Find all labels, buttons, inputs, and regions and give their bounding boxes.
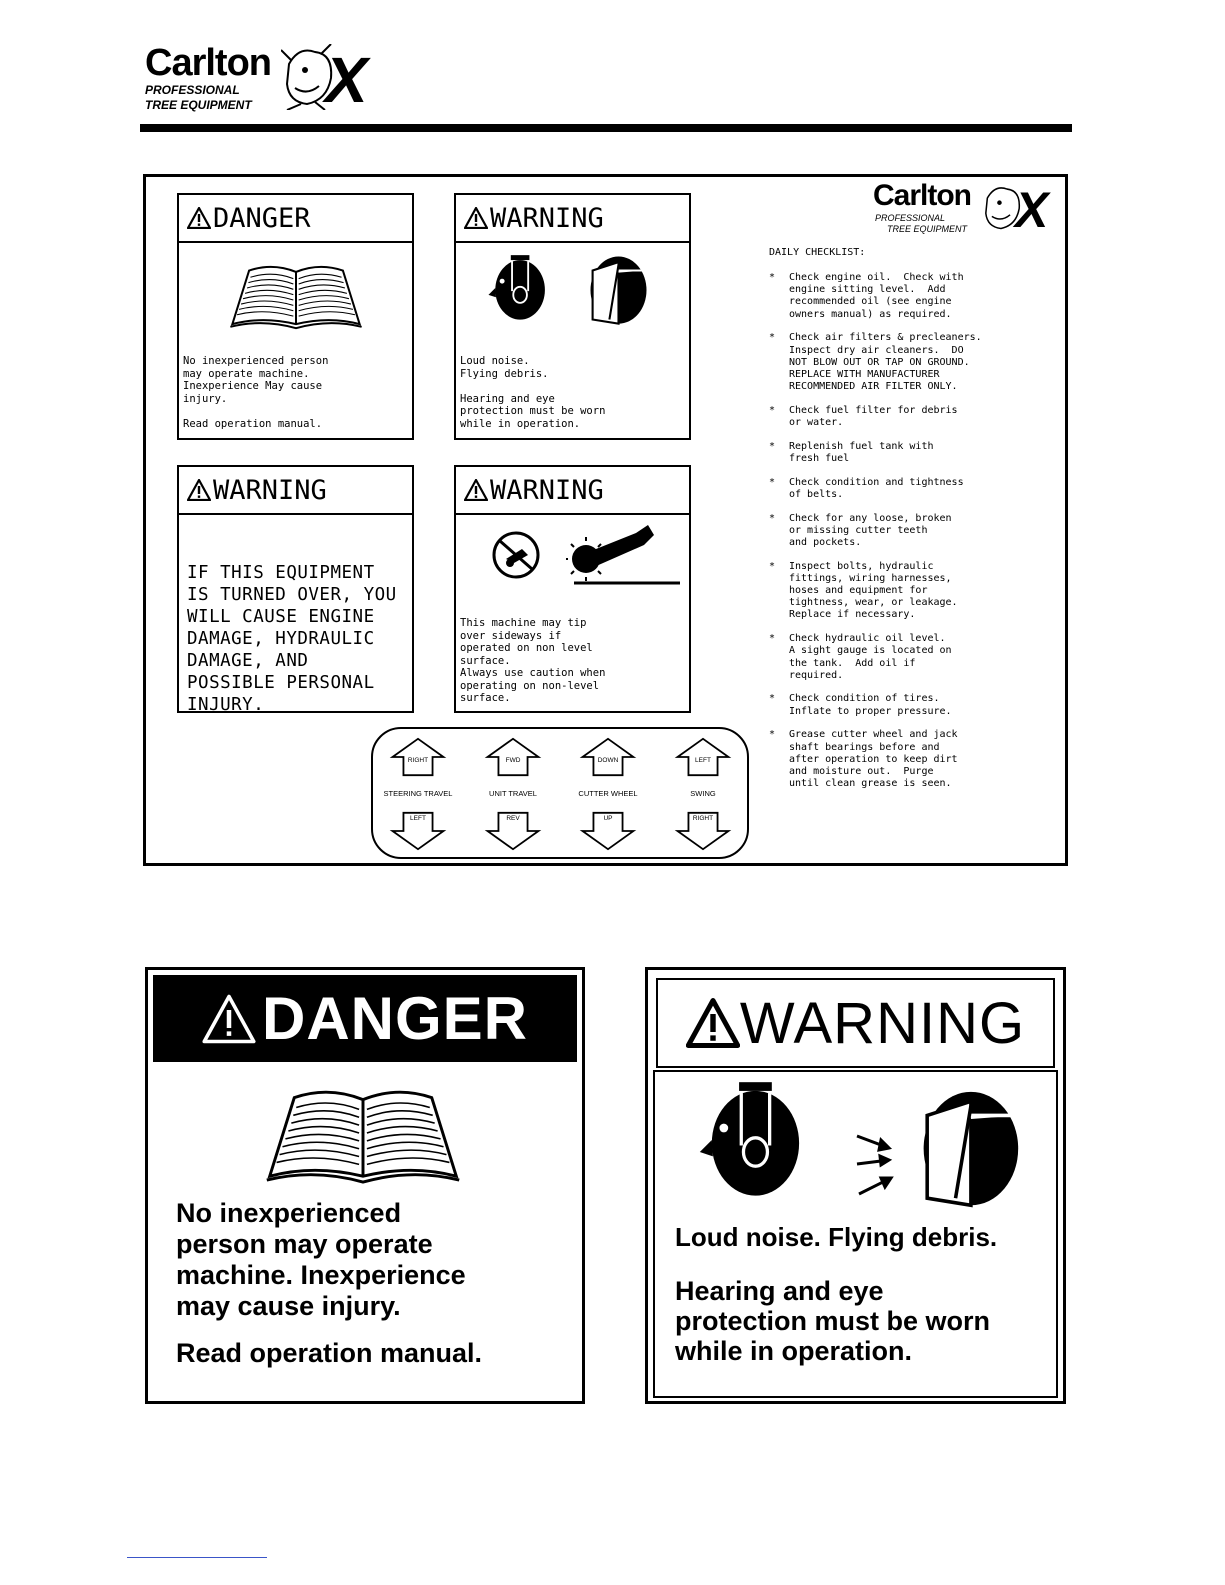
- warning-sign-large: [645, 967, 1066, 1404]
- checklist-item-text: Grease cutter wheel and jack shaft bearings before and after operation to keep dirt and moisture out. Purge until clean grease is seen.: [789, 729, 958, 790]
- warning-tip-text: This machine may tip over sideways if operated on non level surface. Always use caution when operating on non-level surface.: [460, 617, 606, 704]
- warning-turnover-sign: [177, 465, 414, 713]
- checklist-item-text: Check engine oil. Check with engine sitting level. Add recommended oil (see engine owners manual) as required.: [789, 272, 964, 320]
- warning-triangle-icon: [187, 207, 211, 229]
- checklist-item: [769, 693, 1059, 717]
- decal-sheet: [143, 174, 1068, 866]
- warning-triangle-icon: [686, 998, 740, 1048]
- control-group: [373, 729, 463, 857]
- control-group: [658, 729, 748, 857]
- control-arrow-up-label: DOWN: [597, 757, 619, 764]
- warning-tip-header: [456, 467, 689, 515]
- warning-triangle-icon: [202, 994, 256, 1044]
- checklist-item-text: Check air filters & precleaners. Inspect dry air cleaners. DO NOT BLOW OUT OR TAP ON GROUND. REPLACE WITH MANUFACTURER RECOMMENDED AIR FILTER ONLY.: [789, 332, 982, 393]
- checklist-item-text: Check for any loose, broken or missing cutter teeth and pockets.: [789, 512, 952, 548]
- turnover-line: IF THIS EQUIPMENT: [187, 563, 375, 583]
- checklist-bullet: *: [769, 729, 776, 741]
- turnover-line: IS TURNED OVER, YOU: [187, 585, 397, 605]
- control-arrow-up: [483, 737, 543, 777]
- control-arrow-down: [673, 811, 733, 851]
- turnover-line: DAMAGE, AND: [187, 651, 309, 671]
- no-tipping-icon: [484, 529, 548, 581]
- logo-x-mark: X: [325, 44, 367, 116]
- checklist-item-text: Check hydraulic oil level. A sight gauge is located on the tank. Add oil if required.: [789, 633, 952, 681]
- face-shield-icon: [895, 1080, 1035, 1210]
- control-arrow-down-label: LEFT: [410, 815, 426, 822]
- warning-turnover-header: [179, 467, 412, 515]
- control-arrow-up-label: FWD: [505, 757, 521, 764]
- control-name: STEERING TRAVEL: [383, 789, 453, 798]
- control-name: SWING: [690, 789, 716, 798]
- checklist-item-text: Check condition of tires. Inflate to proper pressure.: [789, 693, 952, 717]
- turnover-line: WILL CAUSE ENGINE: [187, 607, 375, 627]
- checklist-title: DAILY CHECKLIST:: [769, 247, 866, 258]
- face-shield-icon: [580, 245, 650, 331]
- warning-noise-header: [456, 195, 689, 243]
- control-arrow-down-label: UP: [603, 815, 613, 822]
- checklist-bullet: *: [769, 272, 776, 283]
- control-arrow-up-label: LEFT: [695, 757, 711, 764]
- checklist-item: [769, 561, 1059, 622]
- logo-line-1: PROFESSIONAL: [145, 83, 240, 97]
- checklist-bullet: *: [769, 476, 776, 488]
- checklist-logo-x-mark: X: [1015, 182, 1048, 238]
- warning-large-line: Hearing and eye: [675, 1276, 884, 1306]
- checklist-bullet: *: [769, 332, 776, 344]
- cutter-wheel-icon: [566, 523, 682, 589]
- checklist-item: [769, 477, 1059, 501]
- warning-large-line: protection must be worn: [675, 1306, 991, 1336]
- checklist-bullet: *: [769, 440, 776, 452]
- warning-triangle-icon: [187, 479, 211, 501]
- warning-large-heading: WARNING: [739, 990, 1026, 1056]
- checklist-bullet: *: [769, 512, 776, 524]
- warning-triangle-icon: [464, 479, 488, 501]
- turnover-line: INJURY.: [187, 695, 265, 715]
- danger-large-header-wrap: [153, 975, 577, 1062]
- danger-large-text: [176, 1198, 482, 1369]
- checklist-bullet: *: [769, 633, 776, 645]
- danger-sign-heading: DANGER: [213, 202, 311, 234]
- control-arrow-down: [578, 811, 638, 851]
- danger-large-line: No inexperienced: [176, 1198, 402, 1228]
- control-arrow-down-label: REV: [506, 815, 520, 822]
- header-logo: [145, 44, 385, 116]
- checklist-items: [769, 272, 1059, 790]
- checklist-item: [769, 633, 1059, 682]
- logo-line-2: TREE EQUIPMENT: [145, 98, 252, 112]
- warning-turnover-text: [187, 562, 397, 716]
- checklist-logo-wordmark: Carlton: [873, 179, 971, 212]
- warning-noise-text: Loud noise. Flying debris. Hearing and eye protection must be worn while in operation.: [460, 355, 606, 430]
- warning-large-line: while in operation.: [675, 1336, 913, 1366]
- ear-protection-icon: [695, 1080, 805, 1200]
- checklist-item: [769, 332, 1059, 393]
- open-book-icon: [233, 1078, 493, 1186]
- danger-large-line: machine. Inexperience: [176, 1260, 466, 1290]
- warning-large-line1: Loud noise. Flying debris.: [675, 1222, 998, 1252]
- checklist-logo-line-2: TREE EQUIPMENT: [887, 224, 968, 234]
- control-arrow-down: [388, 811, 448, 851]
- turnover-line: POSSIBLE PERSONAL: [187, 673, 375, 693]
- checklist-item-text: Check fuel filter for debris or water.: [789, 404, 958, 429]
- control-group: [468, 729, 558, 857]
- control-name: CUTTER WHEEL: [578, 789, 638, 798]
- warning-large-text: [675, 1276, 990, 1366]
- checklist-item: [769, 441, 1059, 465]
- checklist-logo: [873, 181, 1063, 239]
- control-arrow-down: [483, 811, 543, 851]
- ear-protection-icon: [486, 245, 548, 331]
- control-name: UNIT TRAVEL: [489, 789, 537, 798]
- checklist-item: [769, 272, 1059, 321]
- warning-triangle-icon: [464, 207, 488, 229]
- open-book-icon: [229, 257, 363, 331]
- warning-noise-sign-small: [454, 193, 691, 440]
- danger-large-line: person may operate: [176, 1229, 433, 1259]
- warning-large-body: [653, 1070, 1058, 1398]
- danger-large-footer: Read operation manual.: [176, 1338, 483, 1368]
- daily-checklist: [769, 247, 1059, 802]
- warning-tip-heading: WARNING: [490, 474, 604, 506]
- control-arrow-up: [388, 737, 448, 777]
- danger-sign-text: No inexperienced person may operate machine. Inexperience May cause injury. Read operation manual.: [183, 355, 329, 430]
- warning-turnover-heading: WARNING: [213, 474, 327, 506]
- control-arrow-up: [673, 737, 733, 777]
- warning-large-header: [656, 978, 1055, 1068]
- turnover-line: DAMAGE, HYDRAULIC: [187, 629, 375, 649]
- danger-large-heading: DANGER: [261, 985, 528, 1052]
- control-arrow-up-label: RIGHT: [407, 757, 429, 764]
- checklist-bullet: *: [769, 404, 776, 416]
- logo-wordmark: Carlton: [145, 42, 271, 84]
- checklist-item: [769, 513, 1059, 550]
- checklist-item: [769, 729, 1059, 790]
- header-rule: [140, 124, 1072, 132]
- danger-large-header: [153, 975, 577, 1062]
- checklist-bullet: *: [769, 693, 776, 705]
- checklist-item-text: Replenish fuel tank with fresh fuel: [789, 440, 934, 464]
- danger-sign-large: [145, 967, 585, 1404]
- danger-sign-small: [177, 193, 414, 440]
- footer-link-underline: [127, 1557, 267, 1558]
- danger-sign-header: [179, 195, 412, 243]
- checklist-item-text: Inspect bolts, hydraulic fittings, wiring harnesses, hoses and equipment for tightness, wear, or leakage. Replace if necessary.: [789, 560, 958, 621]
- checklist-item-text: Check condition and tightness of belts.: [789, 476, 964, 500]
- control-arrow-down-label: RIGHT: [692, 815, 714, 822]
- control-arrow-up: [578, 737, 638, 777]
- warning-noise-heading: WARNING: [490, 202, 604, 234]
- checklist-item: [769, 405, 1059, 429]
- danger-large-line: may cause injury.: [176, 1291, 401, 1321]
- control-panel-decal: [371, 727, 749, 859]
- checklist-bullet: *: [769, 560, 776, 572]
- checklist-logo-line-1: PROFESSIONAL: [875, 213, 946, 223]
- warning-tip-sign: [454, 465, 691, 713]
- control-group: [563, 729, 653, 857]
